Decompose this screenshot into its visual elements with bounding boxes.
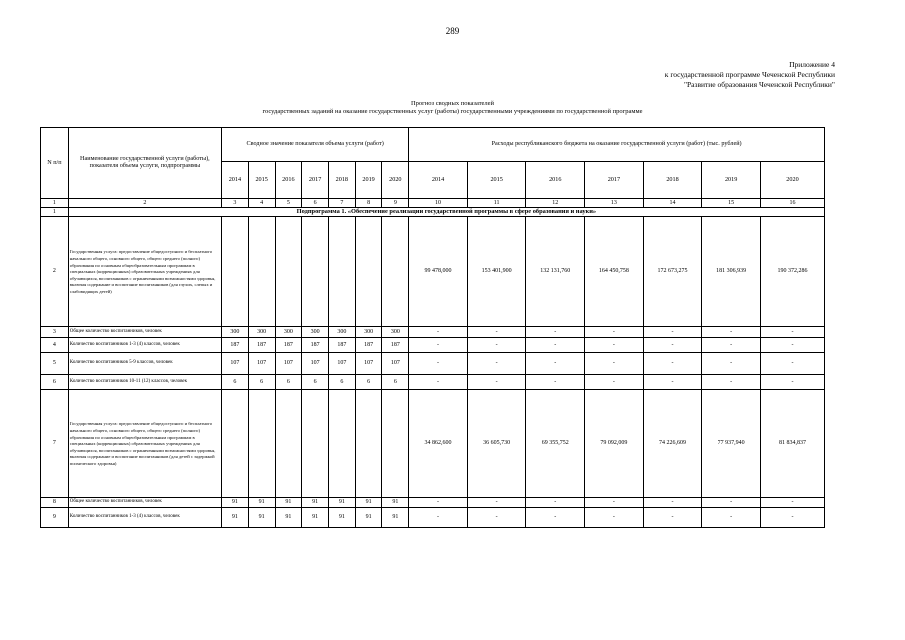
volume-cell: 300 [248,327,275,338]
expense-cell: - [409,508,468,528]
expense-cell: - [643,508,702,528]
volume-cell: 107 [302,353,329,375]
indicators-table [40,127,825,528]
volume-year-2014: 2014 [222,162,249,199]
column-number: 5 [275,199,302,208]
volume-cell [328,217,355,327]
volume-cell: 91 [328,508,355,528]
volume-cell [275,217,302,327]
row-name: Количество воспитанников 5-9 классов, человек [68,353,221,375]
expense-cell: - [526,327,585,338]
appendix-caption [665,60,835,90]
expense-cell: 164 450,758 [585,217,644,327]
expense-cell: - [409,353,468,375]
expense-cell: 36 605,730 [467,390,526,498]
expense-cell: - [467,375,526,390]
volume-cell: 91 [275,508,302,528]
volume-cell: 187 [275,338,302,353]
table-row [41,353,825,375]
volume-cell [302,217,329,327]
appendix-line-1: Приложение 4 [789,60,835,69]
volume-cell: 187 [382,338,409,353]
expense-cell: 132 131,760 [526,217,585,327]
row-name: Количество воспитанников 1-3 (4) классов, человек [68,508,221,528]
expense-cell: - [467,353,526,375]
volume-cell: 107 [275,353,302,375]
expense-cell: - [643,327,702,338]
expense-cell: - [643,353,702,375]
expense-cell: - [467,508,526,528]
volume-cell: 187 [302,338,329,353]
volume-cell: 6 [222,375,249,390]
expense-cell: - [409,327,468,338]
expense-cell: - [585,327,644,338]
expense-cell: - [467,327,526,338]
volume-cell: 300 [328,327,355,338]
table-row [41,217,825,327]
expense-cell: 77 937,940 [702,390,761,498]
header-expenses: Расходы республиканского бюджета на оказание государственной услуги (работ) (тыс. рублей) [409,128,825,162]
table-row [41,390,825,498]
volume-cell [328,390,355,498]
row-name: Общее количество воспитанников, человек [68,327,221,338]
volume-year-2020: 2020 [382,162,409,199]
expense-cell: - [526,508,585,528]
volume-cell: 91 [222,508,249,528]
column-number: 7 [328,199,355,208]
column-number: 11 [467,199,526,208]
volume-cell: 91 [248,498,275,508]
volume-cell: 300 [355,327,382,338]
volume-cell [355,217,382,327]
expense-cell: 153 401,900 [467,217,526,327]
volume-cell: 6 [248,375,275,390]
table-row [41,508,825,528]
column-number: 9 [382,199,409,208]
expense-cell: - [760,353,824,375]
column-number: 12 [526,199,585,208]
expense-cell: - [467,498,526,508]
column-number: 3 [222,199,249,208]
expense-cell: - [643,338,702,353]
header-name: Наименование государственной услуги (работы), показателя объема услуги, подпрограммы [68,128,221,199]
column-number: 6 [302,199,329,208]
volume-cell: 6 [328,375,355,390]
expense-cell: 69 355,752 [526,390,585,498]
expense-cell: - [526,375,585,390]
expense-cell: - [643,375,702,390]
expense-cell: - [643,498,702,508]
row-name: Государственная услуга: предоставление общедоступного и бесплатного начального общего, основного общего, общего среднего (полного) образования по основным общеобразовательным программам в специальных (коррекционных) образовательных учреждениях для обучающихся, воспитанников с ограниченными возможностями здоровья, включая содержание и воспитание воспитанников (для глухих, слепых и слабовидящих детей) [68,217,221,327]
expense-year-2015: 2015 [467,162,526,199]
expense-cell: - [467,338,526,353]
subprogram-title: Подпрограмма 1. «Обеспечение реализации государственной программы в сфере образования и науки» [68,208,824,217]
expense-cell: - [702,508,761,528]
volume-cell [248,217,275,327]
row-number: 6 [41,375,69,390]
expense-cell: 99 478,000 [409,217,468,327]
table-row [41,338,825,353]
expense-cell: - [760,498,824,508]
column-number: 14 [643,199,702,208]
expense-cell: 181 306,939 [702,217,761,327]
volume-cell: 107 [328,353,355,375]
row-name: Общее количество воспитанников, человек [68,498,221,508]
volume-cell: 187 [328,338,355,353]
document-title [0,100,905,116]
header-volume: Сводное значение показателя объема услуги (работ) [222,128,409,162]
expense-cell: - [760,327,824,338]
expense-cell: - [409,338,468,353]
expense-year-2016: 2016 [526,162,585,199]
expense-cell: 34 862,600 [409,390,468,498]
volume-cell: 300 [382,327,409,338]
volume-cell: 300 [222,327,249,338]
expense-year-2014: 2014 [409,162,468,199]
volume-cell: 91 [222,498,249,508]
expense-cell: - [760,375,824,390]
header-num: N п/п [41,128,69,199]
expense-cell: - [526,353,585,375]
table-row [41,498,825,508]
expense-cell: - [702,353,761,375]
volume-cell: 187 [222,338,249,353]
row-number: 5 [41,353,69,375]
row-name: Количество воспитанников 1-3 (4) классов, человек [68,338,221,353]
volume-cell: 91 [328,498,355,508]
expense-cell: - [409,498,468,508]
expense-year-2017: 2017 [585,162,644,199]
expense-cell: 172 673,275 [643,217,702,327]
title-line-2: государственных заданий на оказание государственных услуг (работы) государственными учреждениями по государственной программе [262,108,643,115]
volume-cell: 6 [302,375,329,390]
volume-cell: 187 [248,338,275,353]
volume-cell: 6 [382,375,409,390]
volume-cell: 300 [302,327,329,338]
expense-cell: - [702,338,761,353]
volume-year-2015: 2015 [248,162,275,199]
volume-cell: 300 [275,327,302,338]
volume-cell: 91 [302,508,329,528]
page-number: 289 [445,26,460,36]
expense-cell: - [702,327,761,338]
column-number: 1 [41,199,69,208]
volume-cell: 91 [275,498,302,508]
volume-cell: 91 [382,508,409,528]
expense-cell: - [585,508,644,528]
volume-cell: 107 [355,353,382,375]
volume-cell: 107 [248,353,275,375]
volume-cell: 91 [382,498,409,508]
expense-year-2018: 2018 [643,162,702,199]
title-line-1: Прогноз сводных показателей [410,100,495,107]
row-name: Государственная услуга: предоставление общедоступного и бесплатного начального общего, основного общего, общего среднего (полного) образования по основным общеобразовательным программам в специальных (коррекционных) образовательных учреждениях для обучающихся, воспитанников с ограниченными возможностями здоровья, включая содержание и воспитание воспитанников (для детей с задержкой психического здоровья) [68,390,221,498]
column-number: 15 [702,199,761,208]
volume-cell: 6 [355,375,382,390]
column-number: 4 [248,199,275,208]
expense-cell: - [526,498,585,508]
volume-year-2019: 2019 [355,162,382,199]
expense-cell: - [526,338,585,353]
appendix-line-3: "Развитие образования Чеченской Республики" [683,80,835,89]
volume-cell [382,390,409,498]
expense-cell: 81 834,837 [760,390,824,498]
expense-cell: - [409,375,468,390]
expense-cell: - [760,338,824,353]
volume-cell: 91 [355,498,382,508]
volume-cell [222,217,249,327]
row-number: 8 [41,498,69,508]
volume-cell [382,217,409,327]
column-number: 2 [68,199,221,208]
volume-cell: 91 [355,508,382,528]
volume-cell [355,390,382,498]
table-row [41,327,825,338]
column-number: 13 [585,199,644,208]
volume-cell: 91 [248,508,275,528]
expense-cell: - [585,338,644,353]
volume-cell [222,390,249,498]
expense-cell: - [702,498,761,508]
row-number: 3 [41,327,69,338]
column-number: 8 [355,199,382,208]
volume-year-2017: 2017 [302,162,329,199]
row-number: 9 [41,508,69,528]
appendix-line-2: к государственной программе Чеченской Республики [664,70,835,79]
volume-cell: 187 [355,338,382,353]
expense-cell: - [585,353,644,375]
volume-cell: 107 [382,353,409,375]
expense-year-2019: 2019 [702,162,761,199]
subprogram-num: 1 [41,208,69,217]
expense-cell: 79 092,009 [585,390,644,498]
expense-year-2020: 2020 [760,162,824,199]
expense-cell: - [585,375,644,390]
volume-year-2018: 2018 [328,162,355,199]
table-row [41,375,825,390]
column-number: 16 [760,199,824,208]
row-name: Количество воспитанников 10-11 (12) классов, человек [68,375,221,390]
volume-cell: 107 [222,353,249,375]
expense-cell: - [760,508,824,528]
volume-cell [275,390,302,498]
row-number: 7 [41,390,69,498]
expense-cell: 74 226,609 [643,390,702,498]
row-number: 2 [41,217,69,327]
volume-cell: 91 [302,498,329,508]
volume-year-2016: 2016 [275,162,302,199]
volume-cell [248,390,275,498]
expense-cell: - [585,498,644,508]
expense-cell: 190 372,286 [760,217,824,327]
row-number: 4 [41,338,69,353]
volume-cell [302,390,329,498]
expense-cell: - [702,375,761,390]
column-number: 10 [409,199,468,208]
volume-cell: 6 [275,375,302,390]
